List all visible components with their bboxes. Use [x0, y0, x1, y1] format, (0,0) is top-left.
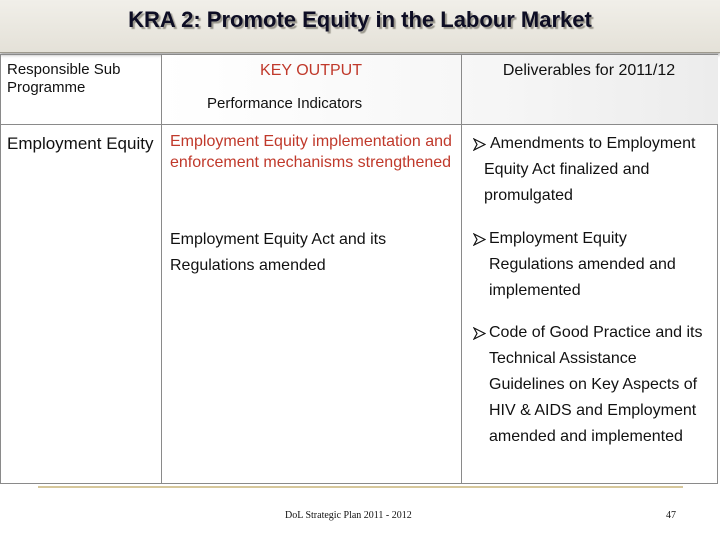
page-number: 47 — [666, 510, 676, 521]
column-divider — [461, 55, 462, 483]
header-sub-programme: Responsible Sub Programme — [7, 61, 121, 96]
arrow-bullet-icon — [473, 233, 486, 246]
key-output-item: Employment Equity implementation and enforcement mechanisms strengthened — [170, 133, 452, 171]
header-performance-indicators: Performance Indicators — [207, 95, 363, 112]
footer-document-title: DoL Strategic Plan 2011 - 2012 — [285, 510, 412, 521]
header-key-output: KEY OUTPUT — [260, 62, 362, 79]
deliverable-item: Code of Good Practice and its Technical Assistance Guidelines on Key Aspects of HIV & AIDS and Employment amended and implemented — [489, 324, 703, 445]
arrow-bullet-icon — [473, 327, 486, 340]
footer-rule — [38, 486, 683, 488]
title-bar — [0, 0, 720, 53]
kra-table — [0, 54, 718, 484]
header-divider — [1, 124, 717, 125]
deliverable-item: Employment Equity Regulations amended and implemented — [489, 230, 676, 299]
performance-indicator-item: Employment Equity Act and its Regulations amended — [170, 231, 387, 274]
sub-programme-cell: Employment Equity — [7, 134, 154, 153]
header-deliverables: Deliverables for 2011/12 — [502, 62, 676, 79]
slide-title: KRA 2: Promote Equity in the Labour Market — [128, 7, 592, 32]
deliverable-item: Amendments to Employment Equity Act finalized and promulgated — [484, 135, 696, 204]
column-divider — [161, 55, 162, 483]
